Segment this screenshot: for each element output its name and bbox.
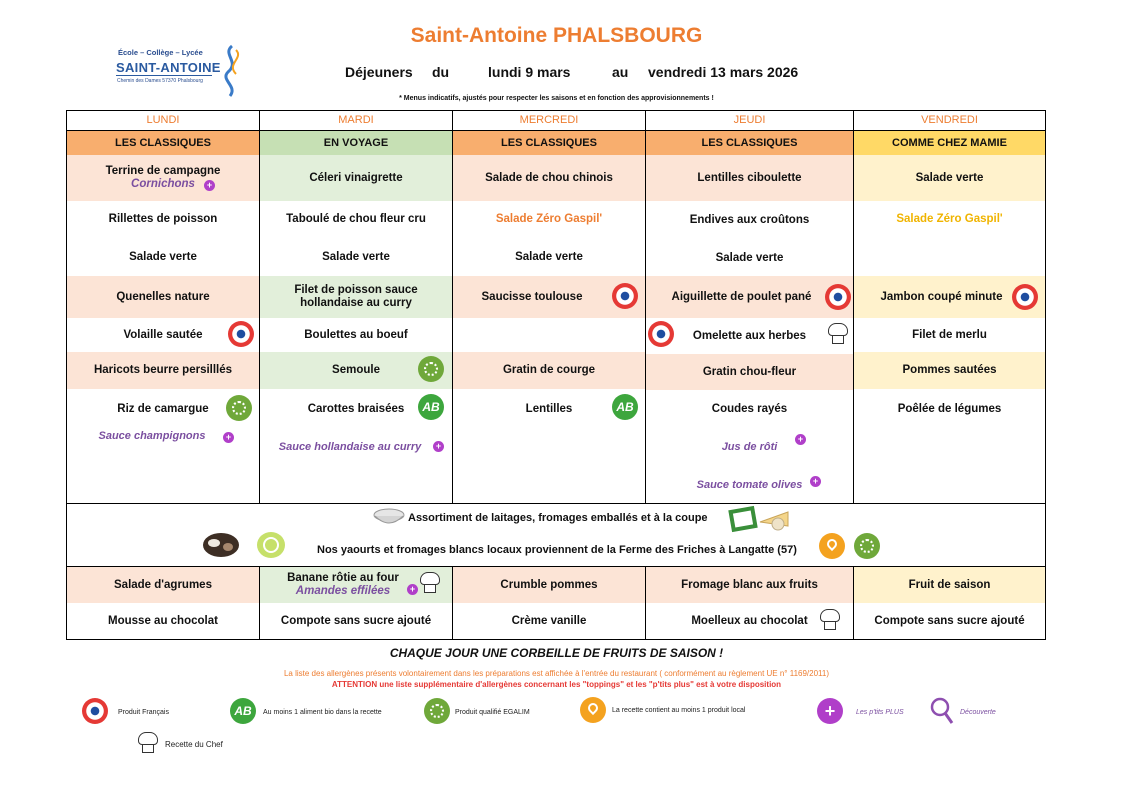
plus-icon: + [223, 432, 234, 443]
theme-lundi: LES CLASSIQUES [67, 131, 259, 155]
dessert1-mardi-text: Banane rôtie au four [287, 572, 399, 584]
main2-mardi: Boulettes au boeuf [304, 328, 408, 341]
dessert1-mercredi: Crumble pommes [453, 567, 645, 603]
logo-line3: Chemin des Dames 57370 Phalsbourg [117, 78, 203, 84]
main1-vendredi: Jambon coupé minute [854, 276, 1045, 318]
local-text: Nos yaourts et fromages blancs locaux proviennent de la Ferme des Friches à Langatte (57) [317, 544, 797, 556]
dairy-text: Assortiment de laitages, fromages emballés et à la coupe [408, 512, 708, 524]
sauce-champignons: Sauce champignons [98, 429, 206, 442]
starter3-mardi: Salade verte [322, 250, 390, 263]
logo-line2: SAINT-ANTOINE [116, 60, 221, 75]
dessert2-mercredi: Crème vanille [511, 615, 587, 627]
day-header-vendredi: VENDREDI [921, 114, 978, 126]
french-product-icon [1012, 284, 1038, 310]
sauce-hollandaise: Sauce hollandaise au curry [278, 440, 422, 453]
day-header-lundi: LUNDI [146, 114, 180, 126]
dessert1-vendredi: Fruit de saison [854, 567, 1045, 603]
starter2-vendredi: Salade Zéro Gaspil' [896, 212, 1003, 225]
legend-bio-icon: AB [230, 698, 256, 724]
end-date: vendredi 13 mars 2026 [648, 64, 799, 80]
farm-logo-icon [256, 531, 286, 559]
legend-decouverte-text: Découverte [960, 709, 996, 716]
yogurt-bowl-icon [372, 506, 406, 528]
theme-jeudi: LES CLASSIQUES [646, 131, 853, 155]
legend-french-text: Produit Français [118, 709, 169, 716]
side1-mardi: Semoule [260, 352, 452, 389]
amandes-text: Amandes effilées [295, 585, 391, 597]
page-title: Saint-Antoine PHALSBOURG [410, 24, 703, 47]
starter1-jeudi: Lentilles ciboulette [646, 155, 853, 201]
logo-emblem-icon [216, 42, 248, 100]
notice-text: * Menus indicatifs, ajustés pour respecter les saisons et en fonction des approvisionnements ! [399, 95, 714, 102]
legend-local-text: La recette contient au moins 1 produit local [612, 707, 746, 714]
dessert2-mardi: Compote sans sucre ajouté [280, 615, 432, 627]
start-date: lundi 9 mars [488, 64, 571, 80]
plus-icon: + [407, 584, 418, 595]
day-header-jeudi: JEUDI [733, 114, 766, 126]
egalim-icon [418, 356, 444, 382]
main1-mercredi: Saucisse toulouse [453, 276, 645, 318]
starter1-mercredi: Salade de chou chinois [453, 155, 645, 201]
sauce-jus-de-roti: Jus de rôti [721, 440, 778, 453]
main2-vendredi: Filet de merlu [912, 328, 987, 341]
legend-plus-text: Les p'tits PLUS [856, 709, 904, 716]
starter2-jeudi: Endives aux croûtons [689, 213, 810, 226]
school-logo [112, 42, 252, 100]
legend-chef-text: Recette du Chef [165, 740, 223, 749]
main1-mardi: Filet de poisson sauce hollandaise au curry [260, 276, 452, 318]
legend-egalim-text: Produit qualifié EGALIM [455, 709, 530, 716]
legend-plus-icon: + [817, 698, 843, 724]
dessert2-lundi: Mousse au chocolat [108, 615, 218, 627]
cows-photo-icon [202, 532, 240, 558]
starter1-vendredi: Salade verte [854, 155, 1045, 201]
chef-hat-icon [420, 572, 440, 594]
side1-jeudi: Gratin chou-fleur [646, 354, 853, 390]
dessert1-lundi: Salade d'agrumes [67, 567, 259, 603]
local-product-icon [819, 533, 845, 559]
starter1-lundi-text: Terrine de campagne [105, 165, 221, 177]
side2-vendredi: Poêlée de légumes [897, 402, 1002, 415]
french-product-icon [825, 284, 851, 310]
main2-lundi: Volaille sautée [123, 328, 203, 341]
allergens-note: La liste des allergènes présents volontairement dans les préparations est affichée à l'entrée du restaurant ( conformément au règlement UE n° 1169/2011) [283, 669, 830, 678]
dessert1-jeudi: Fromage blanc aux fruits [646, 567, 853, 603]
plus-icon: + [795, 434, 806, 445]
dessert2-vendredi: Compote sans sucre ajouté [874, 615, 1025, 627]
side1-vendredi: Pommes sautées [854, 352, 1045, 389]
egalim-icon [854, 533, 880, 559]
logo-line1: École – Collège – Lycée [118, 48, 203, 57]
day-header-mercredi: MERCREDI [519, 114, 579, 126]
french-product-icon [612, 283, 638, 309]
legend-magnifier-icon [929, 696, 955, 726]
side2-mercredi: Lentilles [525, 402, 573, 415]
cornichons-text: Cornichons [131, 178, 195, 190]
legend-bio-text: Au moins 1 aliment bio dans la recette [263, 709, 382, 716]
starter3-jeudi: Salade verte [715, 251, 784, 264]
organic-ab-icon: AB [612, 394, 638, 420]
main1-lundi: Quenelles nature [67, 276, 259, 318]
side2-mardi: Carottes braisées [307, 402, 405, 415]
legend-local-icon [580, 697, 606, 723]
side1-mercredi: Gratin de courge [453, 352, 645, 389]
starter2-mardi: Taboulé de chou fleur cru [286, 212, 426, 225]
starter2-mercredi: Salade Zéro Gaspil' [495, 212, 603, 225]
attention-note: ATTENTION une liste supplémentaire d'allergènes concernant les "toppings" et les "p'tits plus" est à votre disposition [331, 680, 782, 689]
starter2-lundi: Rillettes de poisson [108, 212, 218, 225]
starter1-lundi [67, 155, 259, 201]
chef-hat-icon [828, 323, 848, 345]
theme-mercredi: LES CLASSIQUES [453, 131, 645, 155]
day-header-mardi: MARDI [338, 114, 374, 126]
starter1-mardi: Céleri vinaigrette [260, 155, 452, 201]
sauce-tomate-olives: Sauce tomate olives [696, 478, 803, 491]
main1-jeudi: Aiguillette de poulet pané [646, 276, 853, 318]
starter3-lundi: Salade verte [129, 250, 197, 263]
plus-icon: + [204, 180, 215, 191]
main2-jeudi: Omelette aux herbes [692, 329, 807, 342]
legend-egalim-icon [424, 698, 450, 724]
legend-chef-icon [138, 732, 158, 754]
side2-jeudi: Coudes rayés [711, 402, 788, 415]
dessert2-jeudi: Moelleux au chocolat [691, 615, 808, 627]
main2-mercredi [453, 319, 645, 351]
organic-ab-icon: AB [418, 394, 444, 420]
egalim-icon [226, 395, 252, 421]
au-label: au [612, 64, 629, 80]
cheese-icon [728, 504, 792, 534]
side2-lundi: Riz de camargue [117, 402, 209, 415]
dejeuners-label: Déjeuners [345, 64, 413, 80]
theme-mardi: EN VOYAGE [260, 131, 452, 155]
chef-hat-icon [820, 609, 840, 631]
plus-icon: + [433, 441, 444, 452]
du-label: du [432, 64, 450, 80]
legend-french-icon [82, 698, 108, 724]
theme-vendredi: COMME CHEZ MAMIE [854, 131, 1045, 155]
side1-lundi: Haricots beurre persilllés [67, 352, 259, 389]
fruits-banner: CHAQUE JOUR UNE CORBEILLE DE FRUITS DE SAISON ! [389, 646, 724, 660]
starter3-mercredi: Salade verte [515, 250, 583, 263]
french-product-icon [228, 321, 254, 347]
plus-icon: + [810, 476, 821, 487]
